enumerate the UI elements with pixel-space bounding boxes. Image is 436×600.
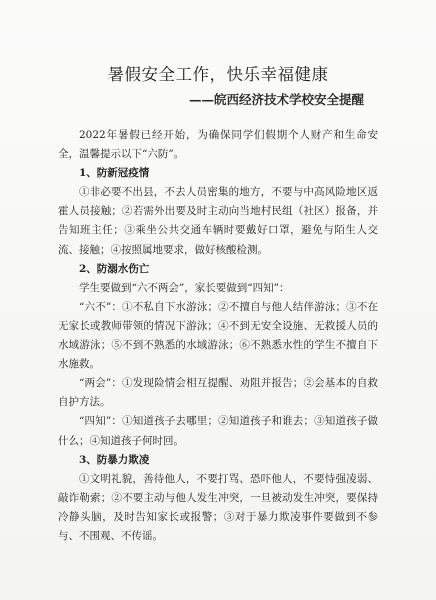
intro-paragraph: 2022年暑假已经开始，为确保同学们假期个人财产和生命安全，温馨提示以下“六防”。 (58, 129, 378, 161)
bullying-paragraph: ①文明礼貌，善待他人，不要打骂、恐吓他人，不要恃强凌弱、敲诈勒索；②不要主动与他人发生冲突，一旦被动发生冲突，要保持冷静头脑，及时告知家长或报警；③对于暴力欺凌事件要做到不参与、不围观、不传谣。 (58, 472, 378, 542)
two-cans-paragraph: “两会”：①发现险情会相互提醒、劝阻并报告；②会基本的自救自护方法。 (58, 377, 378, 409)
section-heading-covid: 1、防新冠疫情 (79, 167, 150, 180)
page-title: 暑假安全工作，快乐幸福健康 (107, 65, 329, 84)
section-heading-bullying: 3、防暴力欺凌 (79, 453, 150, 466)
document-body (58, 126, 378, 546)
drowning-intro-paragraph: 学生要做到“六不两会”，家长要做到“四知”： (79, 281, 290, 294)
six-donts-paragraph: “六不”：①不私自下水游泳；②不擅自与他人结伴游泳；③不在无家长或教师带领的情况下游泳；④不到无安全设施、无救援人员的水域游泳；⑤不到不熟悉的水域游泳；⑥不熟悉水性的学生不擅自下水施救。 (58, 300, 378, 371)
four-knows-paragraph: “四知”：①知道孩子去哪里；②知道孩子和谁去；③知道孩子做什么；④知道孩子何时回。 (58, 415, 378, 447)
covid-paragraph: ①非必要不出县，不去人员密集的地方，不要与中高风险地区返霍人员接触；②若需外出要及时主动向当地村民组（社区）报备，并告知班主任；③乘坐公共交通车辆时要戴好口罩，避免与陌生人交流、接触；④按照属地要求，做好核酸检测。 (58, 186, 378, 256)
page-subtitle: ——皖西经济技术学校安全提醒 (188, 92, 364, 107)
section-heading-drowning: 2、防溺水伤亡 (79, 262, 150, 275)
